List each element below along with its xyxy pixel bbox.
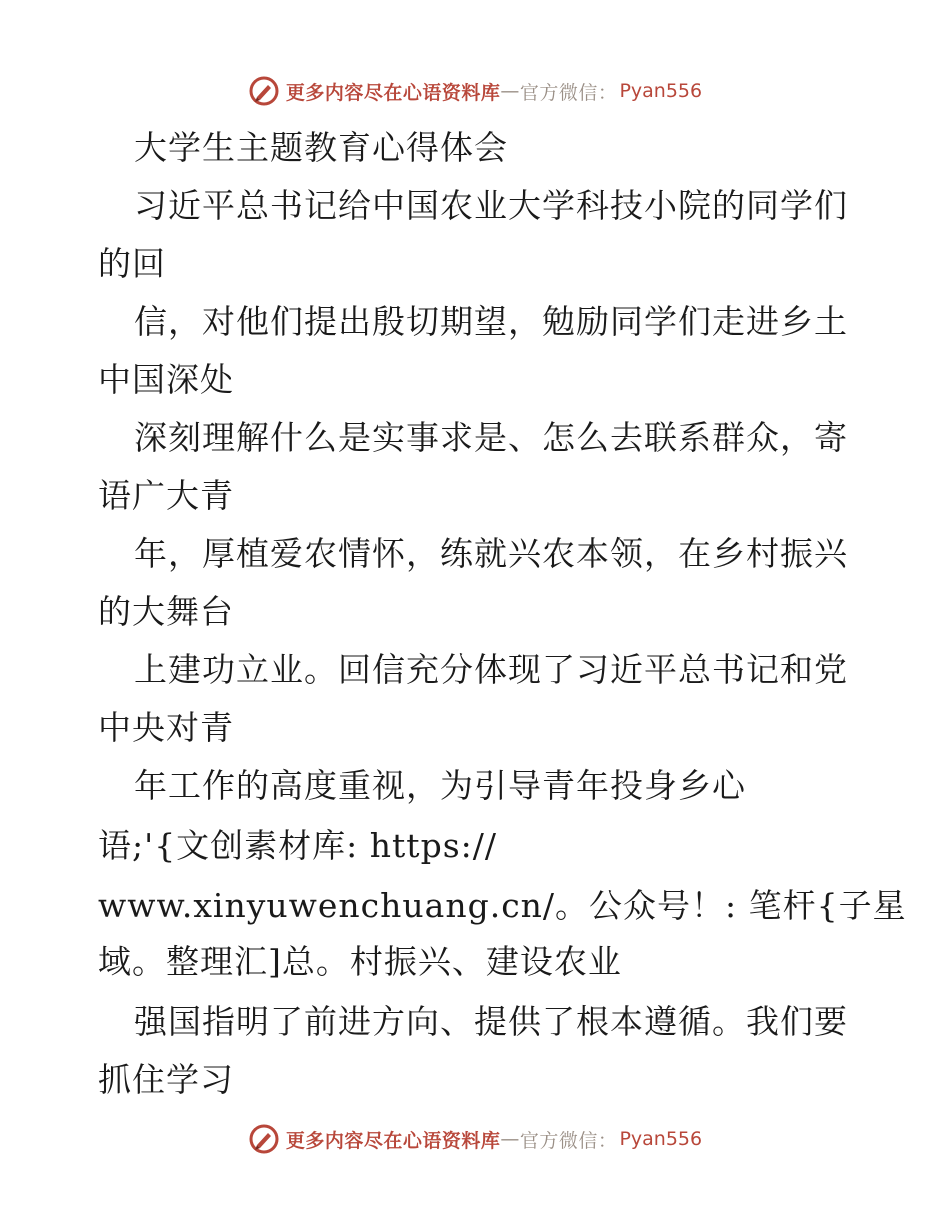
document-line: 中国深处 — [98, 360, 234, 399]
footer-banner — [0, 1119, 950, 1159]
banner-wechat-id: Pyan556 — [619, 1128, 703, 1150]
banner-wechat-label: 官方微信： — [519, 1129, 618, 1152]
banner-wechat-label: 官方微信： — [519, 81, 618, 104]
document-line: 年工作的高度重视，为引导青年投身乡心 — [134, 766, 746, 805]
banner-separator: — — [500, 80, 520, 102]
banner-brand: 更多内容尽在心语资料库 — [285, 81, 501, 104]
document-line: 习近平总书记给中国农业大学科技小院的同学们 — [134, 186, 848, 225]
document-line: 抓住学习 — [98, 1060, 234, 1099]
banner-separator: — — [500, 1128, 520, 1150]
document-line: 域。整理汇]总。村振兴、建设农业 — [98, 942, 622, 981]
document-line: 强国指明了前进方向、提供了根本遵循。我们要 — [134, 1002, 848, 1041]
banner-text — [286, 1126, 702, 1153]
document-line: 深刻理解什么是实事求是、怎么去联系群众，寄 — [134, 418, 848, 457]
pen-logo-icon — [248, 75, 280, 107]
pen-logo-icon — [248, 1123, 280, 1155]
document-line: 的大舞台 — [98, 592, 234, 631]
document-line: 年，厚植爱农情怀，练就兴农本领，在乡村振兴 — [134, 534, 848, 573]
document-line: www.xinyuwenchuang.cn/。公众号！: 笔杆{子星 — [98, 886, 907, 925]
document-line: 上建功立业。回信充分体现了习近平总书记和党 — [134, 650, 848, 689]
document-line: 的回 — [98, 244, 166, 283]
document-title: 大学生主题教育心得体会 — [134, 128, 508, 167]
document-line: 语广大青 — [98, 476, 234, 515]
document-line: 语;'{文创素材库: https:// — [98, 826, 497, 865]
document-line: 信，对他们提出殷切期望，勉励同学们走进乡土 — [134, 302, 848, 341]
banner-text — [286, 78, 702, 105]
header-banner — [0, 71, 950, 111]
document-line: 中央对青 — [98, 708, 234, 747]
banner-brand: 更多内容尽在心语资料库 — [285, 1129, 501, 1152]
banner-wechat-id: Pyan556 — [619, 80, 703, 102]
